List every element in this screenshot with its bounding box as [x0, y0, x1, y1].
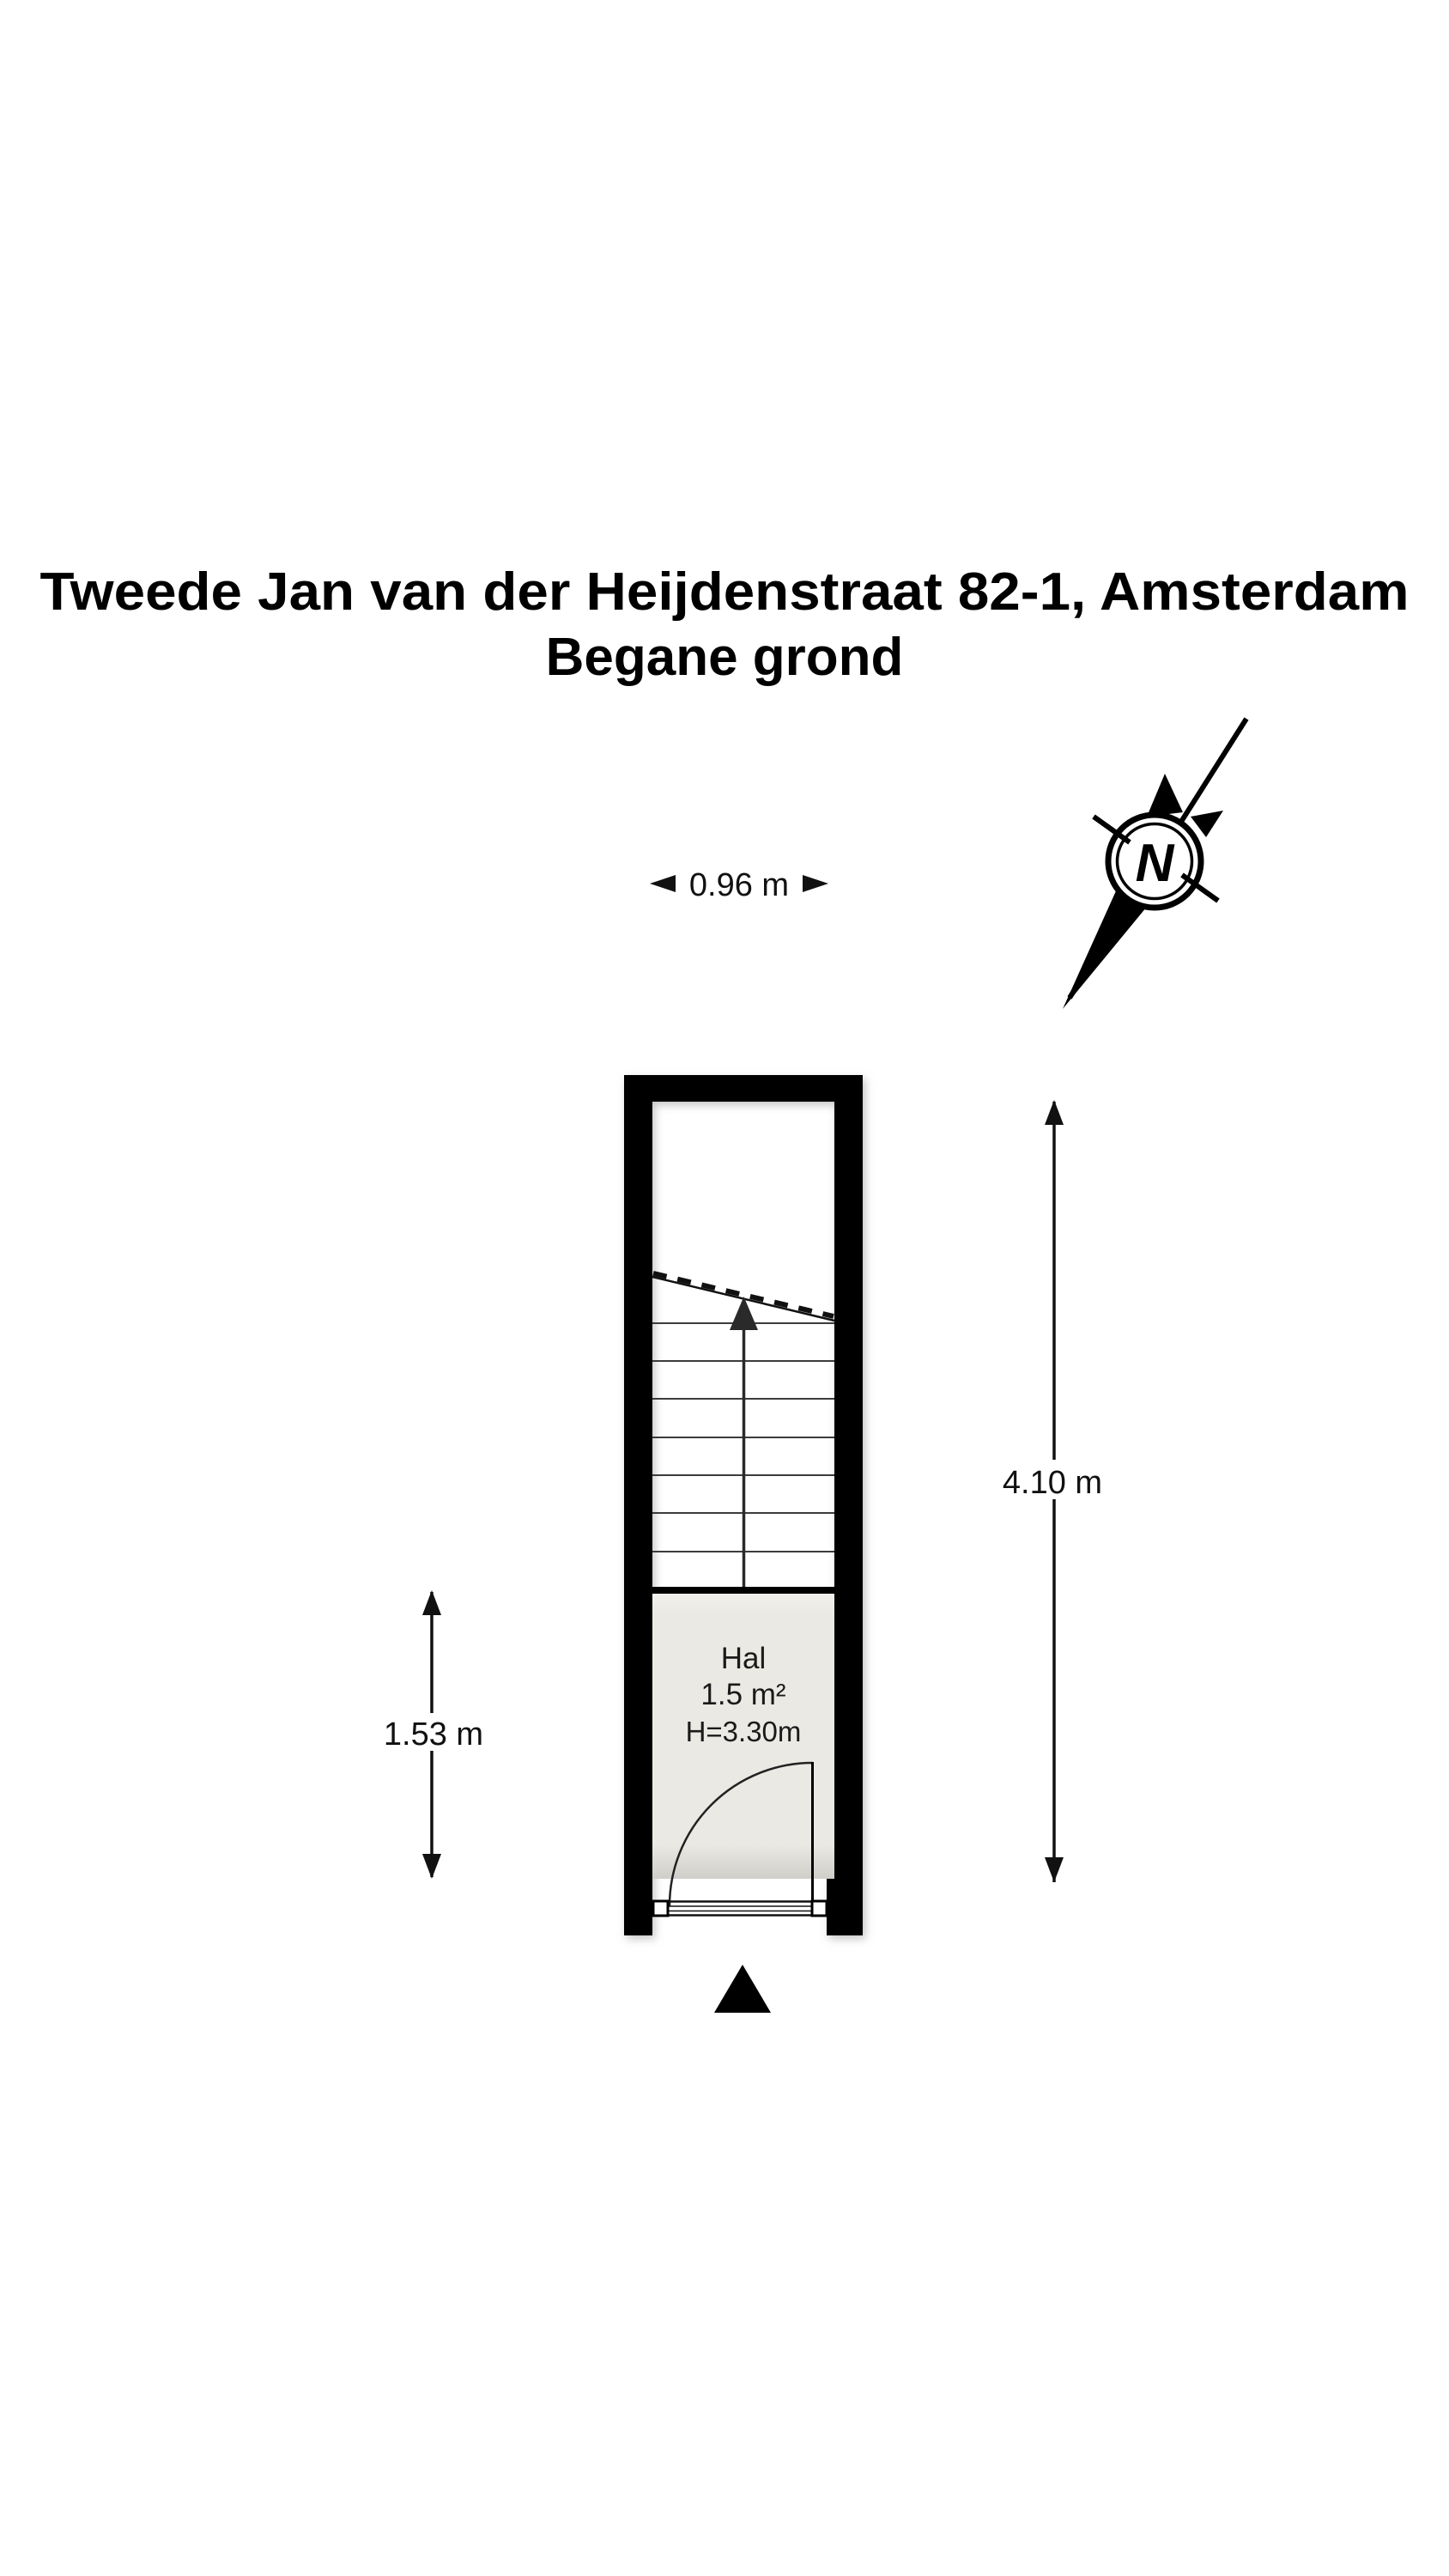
width-dimension-label: 0.96 m	[688, 867, 790, 903]
wall-top	[624, 1075, 863, 1102]
height-dimension-label: 4.10 m	[1002, 1465, 1103, 1501]
door-post-left	[653, 1901, 668, 1916]
stair-hall-separator	[652, 1587, 834, 1594]
dim-arrow-right-icon	[803, 875, 828, 892]
height-arrow-up-icon	[1045, 1100, 1064, 1125]
compass-top-point	[1147, 774, 1183, 817]
hall-depth-arrow-down-icon	[422, 1854, 441, 1879]
door-post-right	[812, 1901, 827, 1916]
page-title: Tweede Jan van der Heijdenstraat 82-1, Amsterdam	[39, 562, 1410, 622]
hall-room	[652, 1594, 834, 1879]
compass-north-label: N	[1135, 834, 1174, 893]
room-ceiling-height-label: H=3.30m	[685, 1716, 802, 1747]
north-compass-icon	[1063, 719, 1246, 1009]
compass-east-point	[1191, 811, 1223, 837]
wall-left	[624, 1075, 652, 1935]
height-arrow-down-icon	[1045, 1857, 1064, 1882]
entrance-marker-icon	[714, 1965, 771, 2013]
hall-depth-dimension	[367, 1590, 498, 1879]
dim-arrow-left-icon	[650, 875, 676, 892]
height-dimension	[987, 1100, 1120, 1882]
wall-right	[834, 1075, 863, 1879]
room-name-label: Hal	[720, 1642, 767, 1675]
stairs	[652, 1273, 834, 1594]
hall-depth-arrow-up-icon	[422, 1590, 441, 1615]
page-subtitle: Begane grond	[545, 628, 904, 687]
wall-right-lower	[827, 1879, 863, 1935]
width-dimension	[650, 867, 828, 903]
hall-depth-dimension-label: 1.53 m	[383, 1716, 484, 1753]
door-threshold	[668, 1902, 812, 1916]
room-area-label: 1.5 m²	[700, 1678, 786, 1711]
